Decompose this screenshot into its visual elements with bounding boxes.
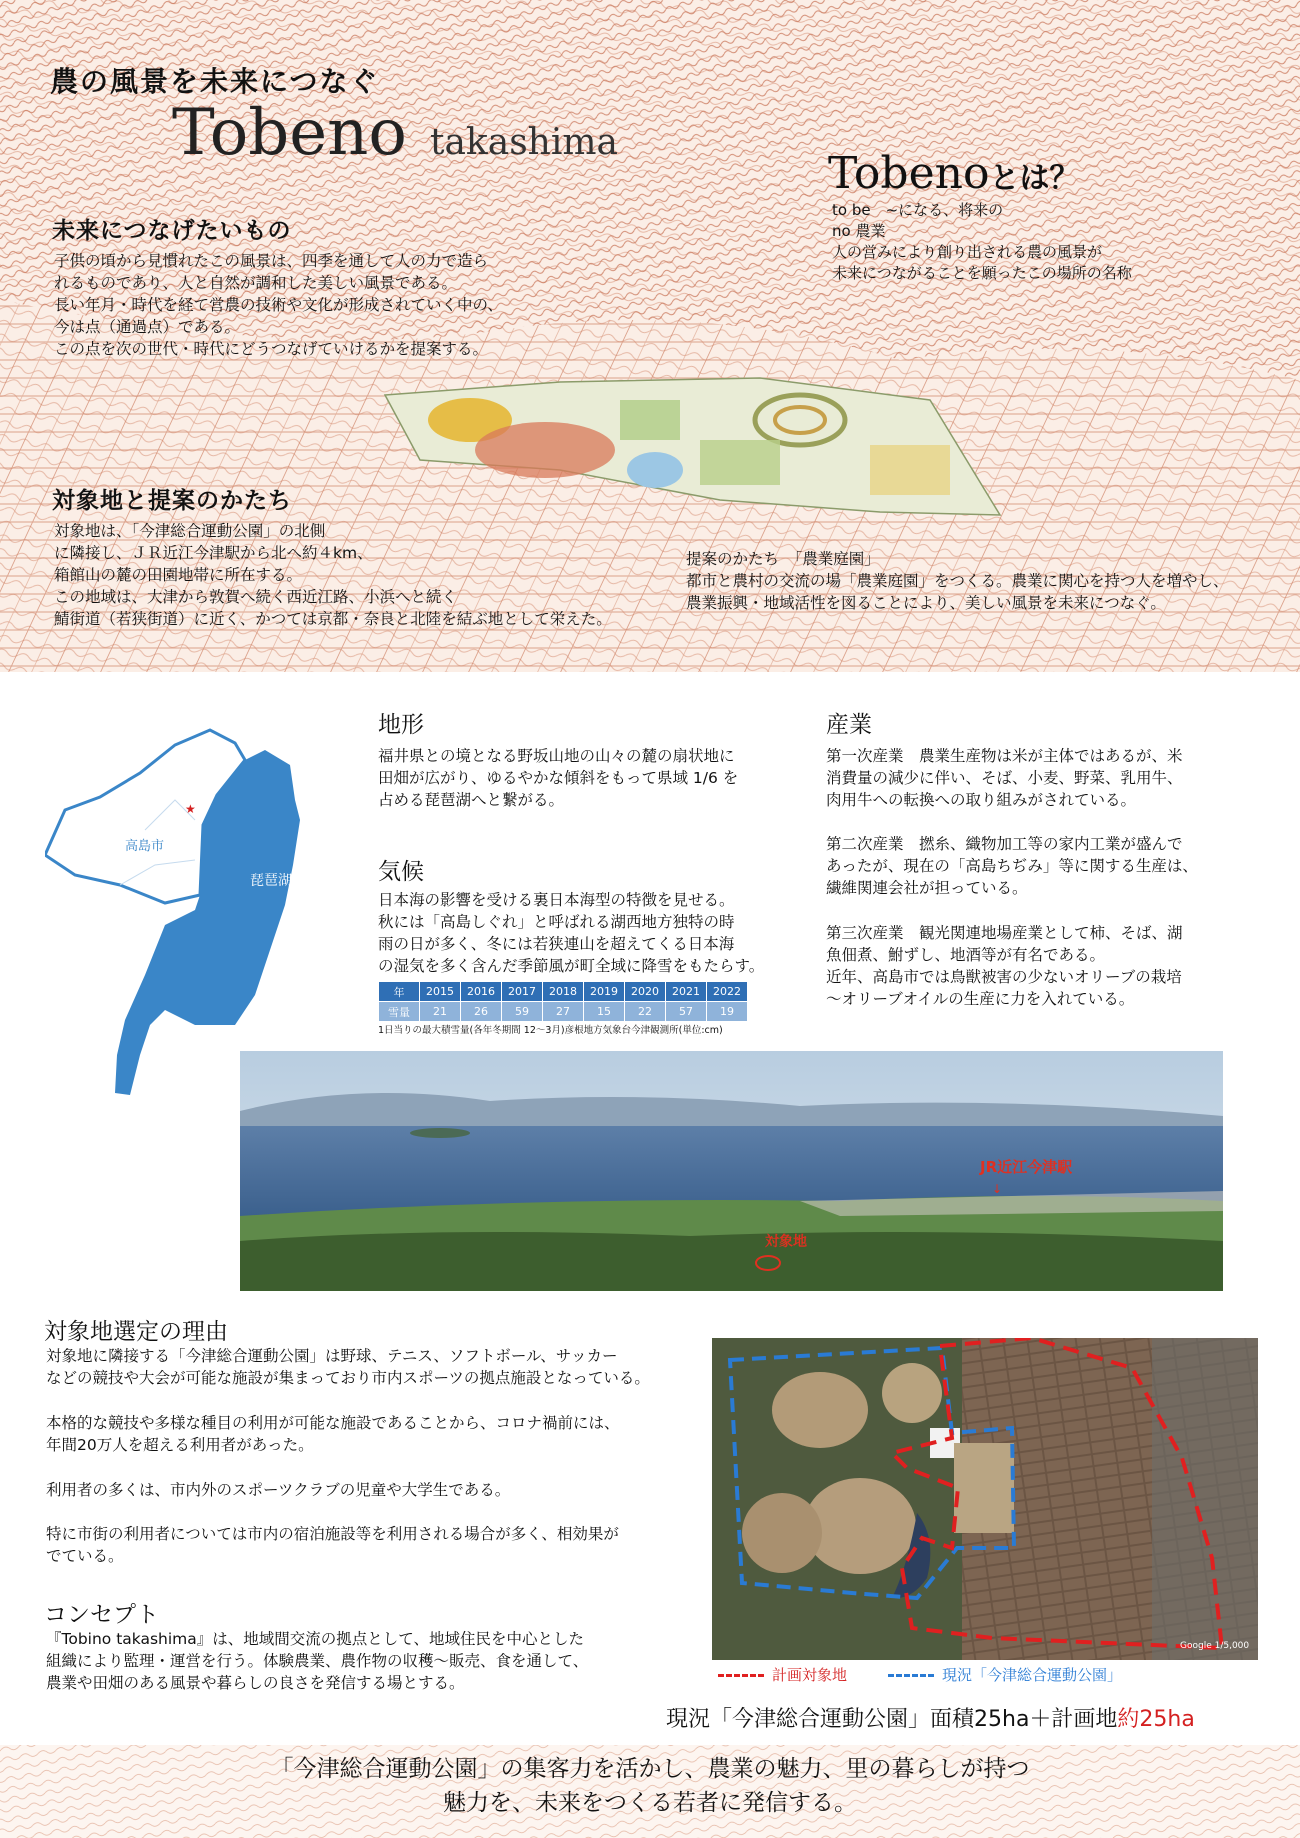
snow-value: 15 bbox=[584, 1002, 625, 1022]
snow-value: 27 bbox=[543, 1002, 584, 1022]
map-label-lake: 琵琶湖 bbox=[250, 873, 292, 889]
terrain-text: 福井県との境となる野坂山地の山々の麓の扇状地に 田畑が広がり、ゆるやかな傾斜をもって県域 1/6 を 占める琵琶湖へと繋がる。 bbox=[378, 747, 739, 809]
blue-dash-icon bbox=[888, 1674, 934, 1677]
lake-panorama-photo bbox=[240, 1051, 1223, 1291]
legend-park bbox=[888, 1664, 1122, 1685]
snow-year: 2018 bbox=[543, 982, 584, 1002]
snow-value: 59 bbox=[502, 1002, 543, 1022]
about-heading bbox=[828, 148, 1079, 199]
legend-plan-label: 計画対象地 bbox=[772, 1666, 848, 1684]
reason-heading: 対象地選定の理由 bbox=[44, 1319, 228, 1345]
future-text: 子供の頃から見慣れたこの風景は、四季を通して人の力で造ら れるものであり、人と自然が調和した美しい風景である。 長い年月・時代を経て営農の技術や文化が形成されていく中の、 今は点（通過点）である。 この点を次の世代・時代にどうつなげていけるかを提案する。 bbox=[54, 252, 503, 358]
snow-table-value-row bbox=[379, 1002, 748, 1022]
reason-p3: 利用者の多くは、市内外のスポーツクラブの児童や大学生である。 bbox=[46, 1481, 511, 1499]
closing-line-1: 「今津総合運動公園」の集客力を活かし、農業の魅力、里の暮らしが持つ bbox=[270, 1756, 1030, 1782]
area-text: 現況「今津総合運動公園」面積25ha＋計画地 bbox=[666, 1707, 1118, 1732]
snow-year: 2015 bbox=[420, 982, 461, 1002]
snow-year: 2020 bbox=[625, 982, 666, 1002]
legend-park-label: 現況「今津総合運動公園」 bbox=[942, 1666, 1123, 1684]
snow-year: 2022 bbox=[707, 982, 748, 1002]
industry-secondary: 第二次産業 撚糸、織物加工等の家内工業が盛んで あったが、現在の「高島ちぢみ」等に関する生産は、 繊維関連会社が担っている。 bbox=[826, 835, 1198, 897]
snow-table bbox=[378, 981, 748, 1022]
legend-plan bbox=[718, 1664, 847, 1685]
concept-heading: コンセプト bbox=[44, 1602, 159, 1628]
climate-text: 日本海の影響を受ける裏日本海型の特徴を見せる。 秋には「高島しぐれ」と呼ばれる湖西地方独特の時 雨の日が多く、冬には若狭連山を超えてくる日本海 の湿気を多く含んだ季節風が町全域に降雪をもたらす。 bbox=[378, 891, 765, 975]
aerial-site-map bbox=[712, 1338, 1258, 1660]
red-dash-icon bbox=[718, 1674, 764, 1677]
snow-table-header-label: 年 bbox=[379, 982, 420, 1002]
snow-year: 2019 bbox=[584, 982, 625, 1002]
snow-table-note: 1日当りの最大積雪量(各年冬期間 12～3月)彦根地方気象台今津観測所(単位:cm) bbox=[378, 1025, 723, 1036]
climate-heading: 気候 bbox=[378, 859, 424, 885]
closing-line-2: 魅力を、未来をつくる若者に発信する。 bbox=[443, 1790, 857, 1816]
arrow-down-icon: ↓ bbox=[992, 1182, 1003, 1196]
industry-heading: 産業 bbox=[826, 712, 872, 738]
area-statement bbox=[666, 1702, 1195, 1733]
closing-message bbox=[0, 1752, 1300, 1820]
map-label-city: 高島市 bbox=[125, 839, 165, 854]
snow-value: 22 bbox=[625, 1002, 666, 1022]
industry-primary: 第一次産業 農業生産物は米が主体ではあるが、米 消費量の減少に伴い、そば、小麦、野菜、乳用牛、 肉用牛への転換への取り組みがされている。 bbox=[826, 747, 1183, 809]
snow-year: 2021 bbox=[666, 982, 707, 1002]
reason-p2: 本格的な競技や多様な種目の利用が可能な施設であることから、コロナ禍前には、 年間20万人を超える利用者があった。 bbox=[46, 1414, 620, 1454]
site-heading: 対象地と提案のかたち bbox=[52, 488, 292, 514]
snow-value: 57 bbox=[666, 1002, 707, 1022]
star-marker-icon: ★ bbox=[185, 802, 196, 816]
about-heading-en: Tobeno bbox=[828, 148, 990, 199]
proposal-text: 提案のかたち 「農業庭園」 都市と農村の交流の場「農業庭園」をつくる。農業に関心を持つ人を増やし、 農業振興・地域活性を図ることにより、美しい風景を未来につなぐ。 bbox=[686, 550, 1229, 612]
aerial-watermark: Google 1/5,000 bbox=[1180, 1641, 1250, 1651]
snow-year: 2017 bbox=[502, 982, 543, 1002]
photo-label-site: 対象地 bbox=[765, 1234, 807, 1250]
reason-p1: 対象地に隣接する「今津総合運動公園」は野球、テニス、ソフトボール、サッカー などの競技や大会が可能な施設が集まっており市内スポーツの拠点施設となっている。 bbox=[46, 1347, 650, 1387]
area-highlight: 約25ha bbox=[1117, 1707, 1195, 1732]
title-sub: takashima bbox=[430, 122, 618, 163]
terrain-heading: 地形 bbox=[378, 712, 424, 738]
about-heading-jp: とは？ bbox=[989, 161, 1080, 196]
reason-p4: 特に市街の利用者については市内の宿泊施設等を利用される場合が多く、相効果が でている。 bbox=[46, 1525, 619, 1565]
snow-value: 19 bbox=[707, 1002, 748, 1022]
future-heading: 未来につなげたいもの bbox=[52, 218, 292, 244]
photo-label-station: JR近江今津駅 bbox=[980, 1158, 1073, 1176]
snow-table-header-row bbox=[379, 982, 748, 1002]
tagline: 農の風景を未来につなぐ bbox=[50, 65, 380, 98]
concept-text: 『Tobino takashima』は、地域間交流の拠点として、地域住民を中心とした 組織により監理・運営を行う。体験農業、農作物の収穫～販売、食を通して、 農業や田畑のある風景や暮らしの良さを発信する場とする。 bbox=[46, 1630, 589, 1692]
snow-year: 2016 bbox=[461, 982, 502, 1002]
about-text: to be ~になる、将来の no 農業 人の営みにより創り出される農の風景が 未来につながることを願ったこの場所の名称 bbox=[832, 201, 1132, 282]
snow-value: 21 bbox=[420, 1002, 461, 1022]
industry-tertiary: 第三次産業 観光関連地場産業として柿、そば、湖 魚佃煮、鮒ずし、地酒等が有名である。 近年、高島市では鳥獣被害の少ないオリーブの栽培 ～オリーブオイルの生産に力を入れている。 bbox=[826, 924, 1183, 1008]
site-text: 対象地は、「今津総合運動公園」の北側 に隣接し、ＪＲ近江今津駅から北へ約４km、 箱館山の麓の田園地帯に所在する。 この地域は、大津から敦賀へ続く西近江路、小浜へと続く 鯖街道（若狭街道）に近く、かつては京都・奈良と北陸を結ぶ地として栄えた。 bbox=[54, 522, 612, 628]
snow-value: 26 bbox=[461, 1002, 502, 1022]
snow-table-row-label: 雪量 bbox=[379, 1002, 420, 1022]
title-main: Tobeno bbox=[172, 96, 407, 170]
